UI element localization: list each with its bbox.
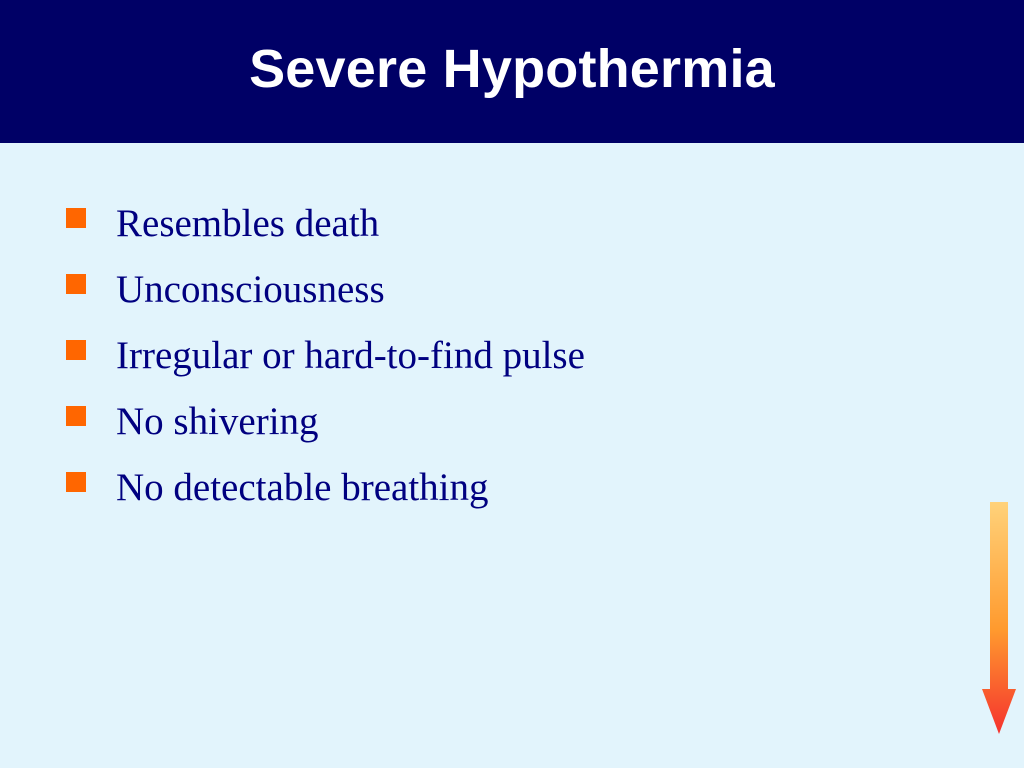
bullet-text: Unconsciousness: [116, 267, 385, 311]
bullet-text: No shivering: [116, 399, 319, 443]
bullet-text: Resembles death: [116, 201, 380, 245]
down-arrow-icon: [981, 502, 1017, 734]
bullet-text: No detectable breathing: [116, 465, 489, 509]
square-bullet-icon: [66, 406, 86, 426]
bullet-item: [66, 454, 585, 520]
bullet-item: [66, 322, 585, 388]
bullet-item: [66, 256, 585, 322]
bullet-text: Irregular or hard-to-find pulse: [116, 333, 585, 377]
square-bullet-icon: [66, 340, 86, 360]
square-bullet-icon: [66, 472, 86, 492]
bullet-list: [66, 190, 585, 520]
square-bullet-icon: [66, 208, 86, 228]
bullet-item: [66, 388, 585, 454]
title-bar: [0, 0, 1024, 143]
slide-content: [0, 143, 1024, 768]
square-bullet-icon: [66, 274, 86, 294]
bullet-item: [66, 190, 585, 256]
slide-title: Severe Hypothermia: [249, 38, 775, 99]
